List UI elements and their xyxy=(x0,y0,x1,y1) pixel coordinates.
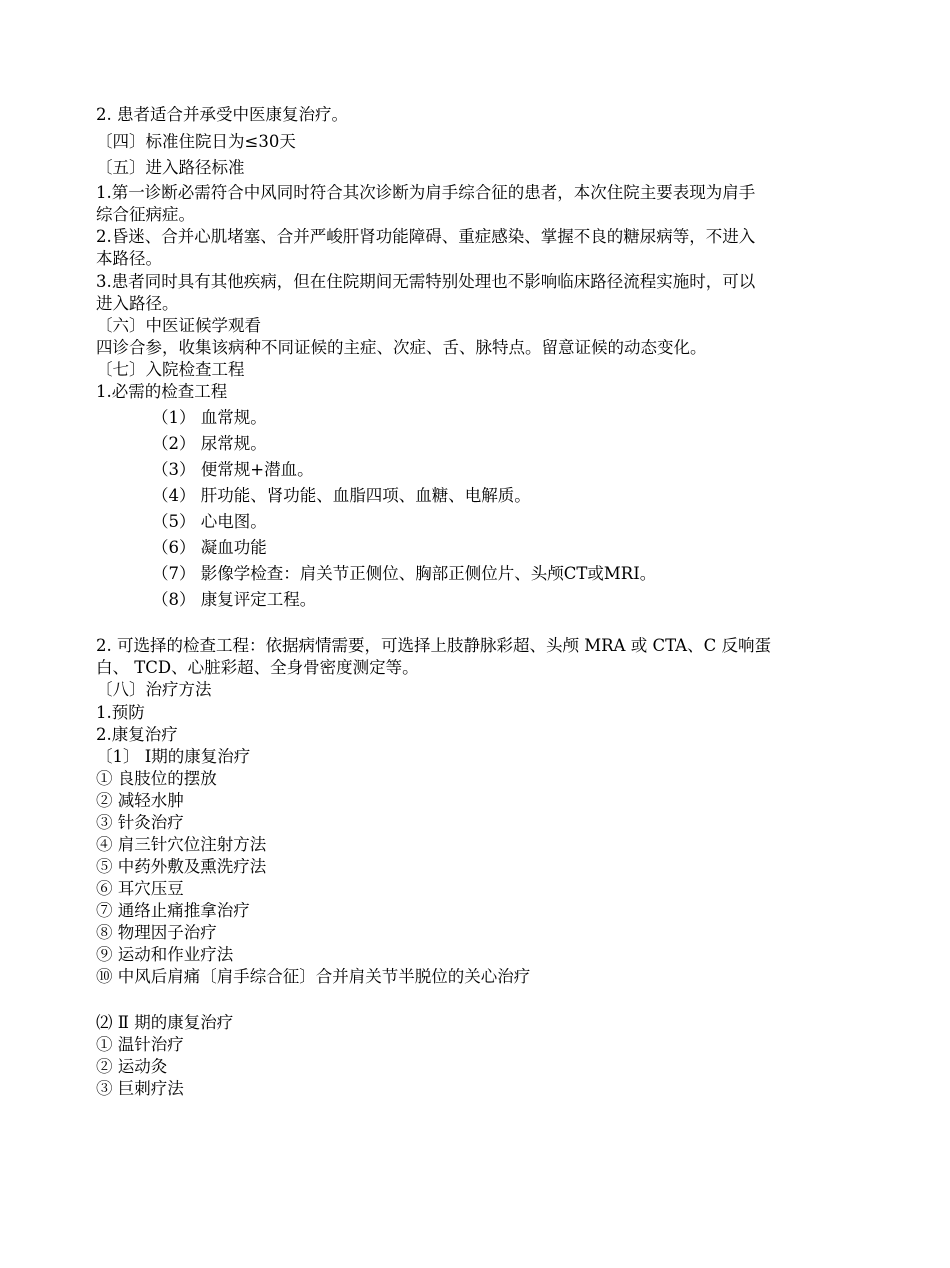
list-item: ⑧ 物理因子治疗 xyxy=(96,923,217,942)
list-item: ⑩ 中风后肩痛〔肩手综合征〕合并肩关节半脱位的关心治疗 xyxy=(96,967,531,986)
list-item: ⑦ 通络止痛推拿治疗 xyxy=(96,901,250,920)
section-heading: 〔六〕中医证候学观看 xyxy=(96,316,261,335)
list-item: （1） 血常规。 xyxy=(152,408,267,427)
list-item: ① 良肢位的摆放 xyxy=(96,769,217,788)
text-line: 〔1〕 Ⅰ期的康复治疗 xyxy=(96,747,251,766)
section-heading: 〔五〕进入路径标准 xyxy=(96,158,245,177)
text-line: 进入路径。 xyxy=(96,294,179,313)
text-line: 〔四〕标准住院日为≤30天 xyxy=(96,132,296,151)
text-line: 综合征病症。 xyxy=(96,205,195,224)
list-item: ② 减轻水肿 xyxy=(96,791,184,810)
list-item: ④ 肩三针穴位注射方法 xyxy=(96,835,267,854)
text-line: 2.康复治疗 xyxy=(96,725,178,744)
list-item: （6） 凝血功能 xyxy=(152,538,267,557)
list-item: （5） 心电图。 xyxy=(152,512,267,531)
list-item: ⑤ 中药外敷及熏洗疗法 xyxy=(96,857,267,876)
list-item: ① 温针治疗 xyxy=(96,1035,184,1054)
text-line: 2.昏迷、合并心肌堵塞、合并严峻肝肾功能障碍、重症感染、掌握不良的糖尿病等，不进入 xyxy=(96,227,756,246)
list-item: ③ 巨刺疗法 xyxy=(96,1079,184,1098)
list-item: ⑥ 耳穴压豆 xyxy=(96,879,184,898)
text-line: ⑵ Ⅱ 期的康复治疗 xyxy=(96,1013,234,1032)
list-item: （7） 影像学检查：肩关节正侧位、胸部正侧位片、头颅CT或MRI。 xyxy=(152,564,657,583)
section-heading: 〔八〕治疗方法 xyxy=(96,680,212,699)
text-line: 四诊合参，收集该病种不同证候的主症、次症、舌、脉特点。留意证候的动态变化。 xyxy=(96,338,707,357)
text-line: 3.患者同时具有其他疾病，但在住院期间无需特别处理也不影响临床路径流程实施时，可以 xyxy=(96,272,756,291)
list-item: （3） 便常规+潜血。 xyxy=(152,460,314,479)
text-line: 1.必需的检查工程 xyxy=(96,382,228,401)
list-item: （2） 尿常规。 xyxy=(152,434,267,453)
list-item: （4） 肝功能、肾功能、血脂四项、血糖、电解质。 xyxy=(152,486,531,505)
text-line: 2. 患者适合并承受中医康复治疗。 xyxy=(96,105,348,124)
text-line: 本路径。 xyxy=(96,249,162,268)
text-line: 白、 TCD、心脏彩超、全身骨密度测定等。 xyxy=(96,658,419,677)
list-item: ⑨ 运动和作业疗法 xyxy=(96,945,234,964)
list-item: ③ 针灸治疗 xyxy=(96,813,184,832)
section-heading: 〔七〕入院检查工程 xyxy=(96,360,245,379)
text-line: 1.第一诊断必需符合中风同时符合其次诊断为肩手综合征的患者，本次住院主要表现为肩手 xyxy=(96,183,756,202)
list-item: （8） 康复评定工程。 xyxy=(152,590,317,609)
text-line: 2. 可选择的检查工程：依据病情需要，可选择上肢静脉彩超、头颅 MRA 或 CTA、C 反响蛋 xyxy=(96,636,771,655)
list-item: ② 运动灸 xyxy=(96,1057,168,1076)
text-line: 1.预防 xyxy=(96,703,145,722)
